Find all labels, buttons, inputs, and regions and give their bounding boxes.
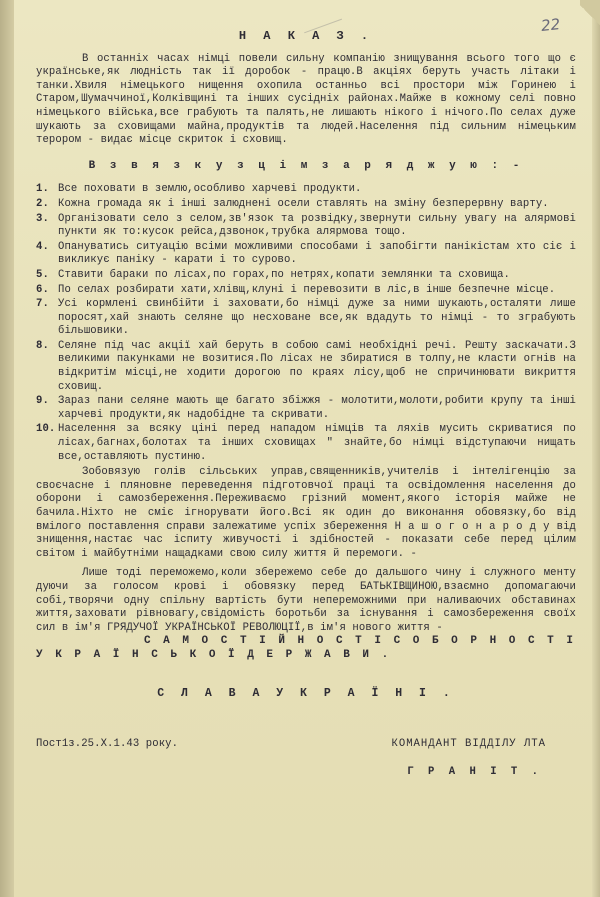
left-edge-strip	[0, 0, 14, 897]
item-text: Організовати село з селом,зв'язок та розвідку,звернути сильну увагу на алярмові пункти як то:кусок рейса,дзвонок,трубка алярмова тощо.	[58, 212, 576, 239]
closing-bold-line-2: У К Р А Ї Н С Ь К О Ї Д Е Р Ж А В И .	[36, 648, 392, 661]
signature-block	[36, 730, 576, 790]
list-item	[36, 423, 576, 464]
item-text: Ставити бараки по лісах,по горах,по нетрях,копати землянки та сховища.	[58, 268, 511, 281]
list-item	[36, 395, 576, 422]
item-number: 8.	[36, 339, 49, 352]
right-edge-strip	[592, 0, 600, 897]
item-text: Опануватись ситуацію всіми можливими способами і запобігти панікістам хто сіє і викликує паніку - карати і то сурово.	[58, 240, 576, 267]
document-content	[36, 30, 576, 790]
closing-bold-line-1: С А М О С Т І Й Н О С Т І С О Б О Р Н О С Т І	[143, 635, 576, 648]
list-item	[36, 340, 576, 394]
item-text: Все поховати в землю,особливо харчеві продукти.	[58, 183, 362, 196]
document-title: Н А К А З .	[238, 29, 374, 43]
item-text: По селах розбирати хати,хлівщ,клуні і перевозити в ліс,в інше безпечне місце.	[58, 283, 556, 296]
item-number: 3.	[36, 212, 49, 225]
item-text: Селяне під час акції хай беруть в собою самі необхідні речі. Решту заскачати.З великими пакунками не возитися.По лісах не збиратися в толпу,не класти огнів на відкритім місці,не ходити дорогою по краях лісу,щоб не спричинювати викриття сховищ.	[58, 339, 576, 393]
item-number: 5.	[36, 268, 49, 281]
list-item	[36, 198, 576, 212]
item-number: 4.	[36, 240, 49, 253]
closing-paragraph: Лише тоді переможемо,коли збережемо себе до дальшого чину і служного менту дуючи за голосом крові і обовязку перед БАТЬКІВЩИНОЮ,взаємно допомагаючи собі,творячи одну спільну вартість бути непереможними при наливаючих обставинах життя,заховати рівновагу,свідомість боротьби за існування і самозбереження своїх сил в ім'я ГРЯДУЧОЇ УКРАЇНСЬКОЇ РЕВОЛЮЦІЇ,в ім'я нового життя -	[36, 567, 576, 634]
item-text: Кожна громада як і інші залюднені осели ставлять на зміну безперервну варту.	[58, 197, 549, 210]
item-text: Зараз пани селяне мають ще багато збіжжя - молотити,молоти,робити крупу та інші харчеві продукти,як надобідне та скривати.	[58, 395, 576, 421]
item-text: Усі кормлені свинбійти і заховати,бо німці дуже за ними шукають,осталяти лише поросят,хай знають селяне що несховане все,як вдадуть то німці - то зграбують більшовики.	[58, 298, 576, 338]
item-text: Населення за всяку ціні перед нападом німців та ляхів мусить скриватися по лісах,багнах,болотах та інших сховищах " знайте,бо німці відступаючи нищать все,оставляють пустиню.	[58, 423, 576, 463]
item-number: 2.	[36, 197, 49, 210]
item-number: 7.	[36, 298, 49, 311]
glory-line: С Л А В А У К Р А Ї Н І .	[157, 686, 455, 700]
list-item	[36, 213, 576, 240]
list-item	[36, 183, 576, 197]
list-item	[36, 241, 576, 268]
commander-title: КОМАНДАНТ ВІДДІЛУ ЛТА	[391, 738, 546, 751]
item-number: 1.	[36, 183, 49, 196]
order-heading: В з в я з к у з ц і м з а р я д ж у ю : -	[88, 159, 524, 172]
signature-name: Г Р А Н І Т .	[407, 766, 542, 779]
corner-fold	[580, 0, 600, 30]
list-item	[36, 298, 576, 339]
obligation-paragraph: Зобовязую голів сільських управ,священників,учителів і інтелігенцію за своєчасне і пляновне переведення підготовчої праці та освідомлення населення до оборони і самозбереження.Переживаємо грізний момент,якого історія майже не бачила.Ніхто не сміє ігнорувати його.Всі як один до виконання обовязку,бо від вмілого поставлення справи залежатиме успіх збереження Н а ш о г о н а р о д у від знищення,настає час іспиту живучості і здібностей - показати себе перед цілим світом і майбутніми нащадками свою силу життя й перемоги. -	[36, 466, 576, 560]
list-item	[36, 269, 576, 283]
archive-number: 22	[540, 15, 561, 35]
order-items	[36, 183, 576, 464]
item-number: 9.	[36, 395, 49, 408]
document-date: Пост1з.25.Х.1.43 року.	[36, 738, 179, 751]
list-item	[36, 284, 576, 298]
item-number: 6.	[36, 283, 49, 296]
intro-paragraph: В останніх часах німці повели сильну компанію знищування всього того що є українське,як людність так ії доробок - працю.В акціях беруть участь літаки і танки.Хвиля німецького нищення охопила останньо всі простори між Горинею і Старом,Шумаччиної,Колківщині та інших сусідніх районах.Майже в кожному селі повно німецького війська,все грабують та палять,не лишають нікого і нічого.По селах дуже шукають за сховищами майна,продуктів та людей.Населення під сильним німецьким терором - видає місце скриток і сховищ.	[36, 52, 576, 147]
item-number: 10.	[36, 423, 56, 436]
